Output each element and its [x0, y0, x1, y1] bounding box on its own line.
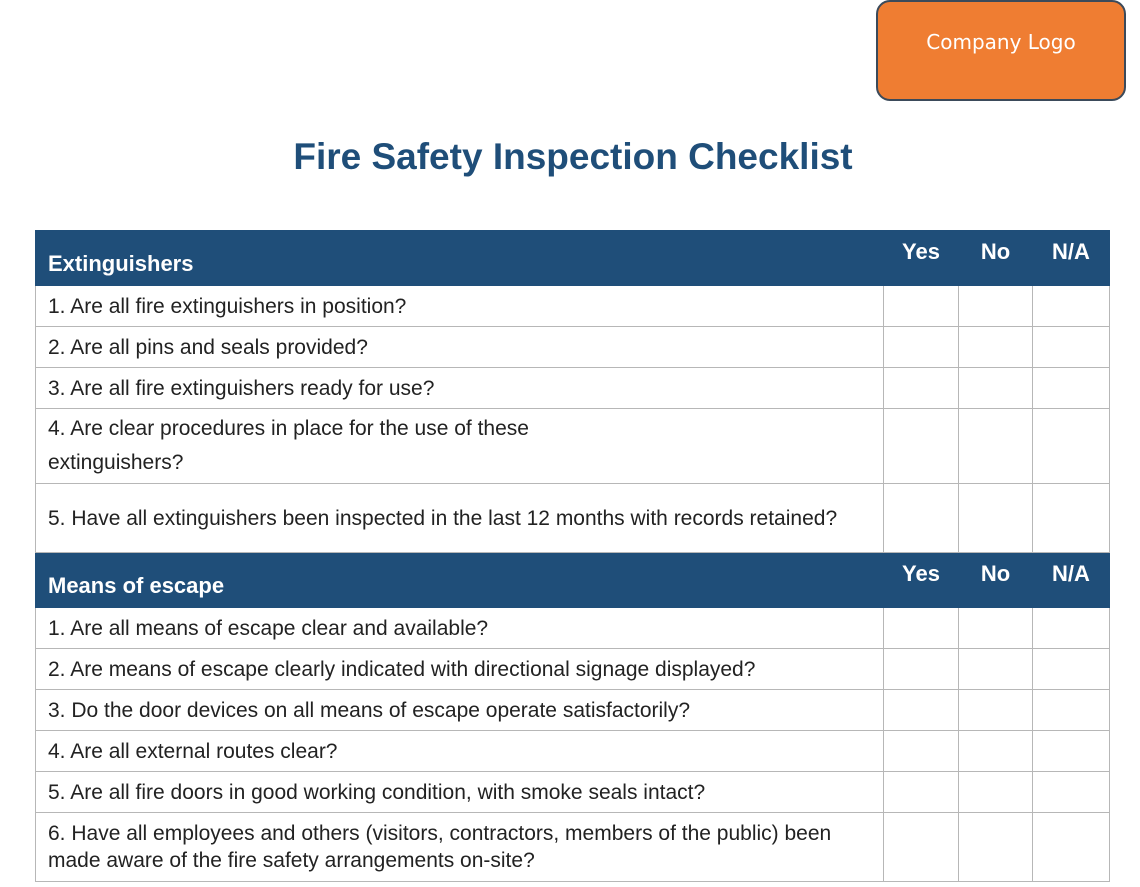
answer-no-cell[interactable]: [959, 286, 1033, 327]
question-text: 2. Are all pins and seals provided?: [36, 327, 884, 368]
answer-no-cell[interactable]: [959, 608, 1033, 649]
checklist-row: [36, 327, 1110, 368]
checklist-row: [36, 286, 1110, 327]
answer-na-cell[interactable]: [1033, 731, 1110, 772]
checklist-row: [36, 649, 1110, 690]
answer-yes-cell[interactable]: [884, 608, 959, 649]
answer-no-cell[interactable]: [959, 813, 1033, 882]
checklist-row: [36, 409, 1110, 484]
answer-na-cell[interactable]: [1033, 368, 1110, 409]
answer-yes-cell[interactable]: [884, 286, 959, 327]
question-text: 2. Are means of escape clearly indicated with directional signage displayed?: [36, 649, 884, 690]
answer-no-cell[interactable]: [959, 409, 1033, 484]
answer-yes-cell[interactable]: [884, 368, 959, 409]
checklist-row: [36, 608, 1110, 649]
answer-na-cell[interactable]: [1033, 772, 1110, 813]
question-text: 3. Do the door devices on all means of escape operate satisfactorily?: [36, 690, 884, 731]
answer-yes-cell[interactable]: [884, 690, 959, 731]
checklist-row: [36, 772, 1110, 813]
answer-no-cell[interactable]: [959, 772, 1033, 813]
answer-yes-cell[interactable]: [884, 731, 959, 772]
answer-na-cell[interactable]: [1033, 484, 1110, 553]
section-title: Extinguishers: [36, 231, 884, 286]
checklist-row: [36, 368, 1110, 409]
answer-no-cell[interactable]: [959, 368, 1033, 409]
column-header-no: No: [959, 231, 1033, 286]
question-text: 6. Have all employees and others (visitors, contractors, members of the public) been made aware of the fire safety arrangements on-site?: [36, 813, 884, 882]
answer-no-cell[interactable]: [959, 649, 1033, 690]
column-header-na: N/A: [1033, 231, 1110, 286]
company-logo-label: Company Logo: [926, 30, 1076, 54]
answer-na-cell[interactable]: [1033, 813, 1110, 882]
section-header-means-of-escape: [36, 553, 1110, 608]
answer-na-cell[interactable]: [1033, 286, 1110, 327]
answer-yes-cell[interactable]: [884, 484, 959, 553]
answer-yes-cell[interactable]: [884, 327, 959, 368]
question-text: 1. Are all fire extinguishers in position?: [36, 286, 884, 327]
question-text: 4. Are all external routes clear?: [36, 731, 884, 772]
question-text: 5. Are all fire doors in good working condition, with smoke seals intact?: [36, 772, 884, 813]
column-header-yes: Yes: [884, 553, 959, 608]
column-header-na: N/A: [1033, 553, 1110, 608]
answer-no-cell[interactable]: [959, 731, 1033, 772]
answer-yes-cell[interactable]: [884, 772, 959, 813]
page-title: Fire Safety Inspection Checklist: [293, 136, 853, 177]
answer-na-cell[interactable]: [1033, 409, 1110, 484]
answer-na-cell[interactable]: [1033, 608, 1110, 649]
answer-yes-cell[interactable]: [884, 813, 959, 882]
answer-na-cell[interactable]: [1033, 649, 1110, 690]
question-text: 5. Have all extinguishers been inspected in the last 12 months with records retained?: [36, 484, 884, 553]
answer-no-cell[interactable]: [959, 690, 1033, 731]
question-text: 1. Are all means of escape clear and available?: [36, 608, 884, 649]
question-text: 3. Are all fire extinguishers ready for use?: [36, 368, 884, 409]
company-logo-placeholder: [876, 0, 1126, 101]
answer-na-cell[interactable]: [1033, 327, 1110, 368]
column-header-yes: Yes: [884, 231, 959, 286]
section-header-extinguishers: [36, 231, 1110, 286]
answer-yes-cell[interactable]: [884, 409, 959, 484]
checklist-row: [36, 690, 1110, 731]
question-text: 4. Are clear procedures in place for the use of these extinguishers?: [36, 409, 884, 484]
answer-no-cell[interactable]: [959, 327, 1033, 368]
checklist-table: [35, 230, 1110, 882]
section-title: Means of escape: [36, 553, 884, 608]
answer-no-cell[interactable]: [959, 484, 1033, 553]
checklist-row: [36, 731, 1110, 772]
checklist-row: [36, 813, 1110, 882]
answer-yes-cell[interactable]: [884, 649, 959, 690]
answer-na-cell[interactable]: [1033, 690, 1110, 731]
checklist-row: [36, 484, 1110, 553]
column-header-no: No: [959, 553, 1033, 608]
